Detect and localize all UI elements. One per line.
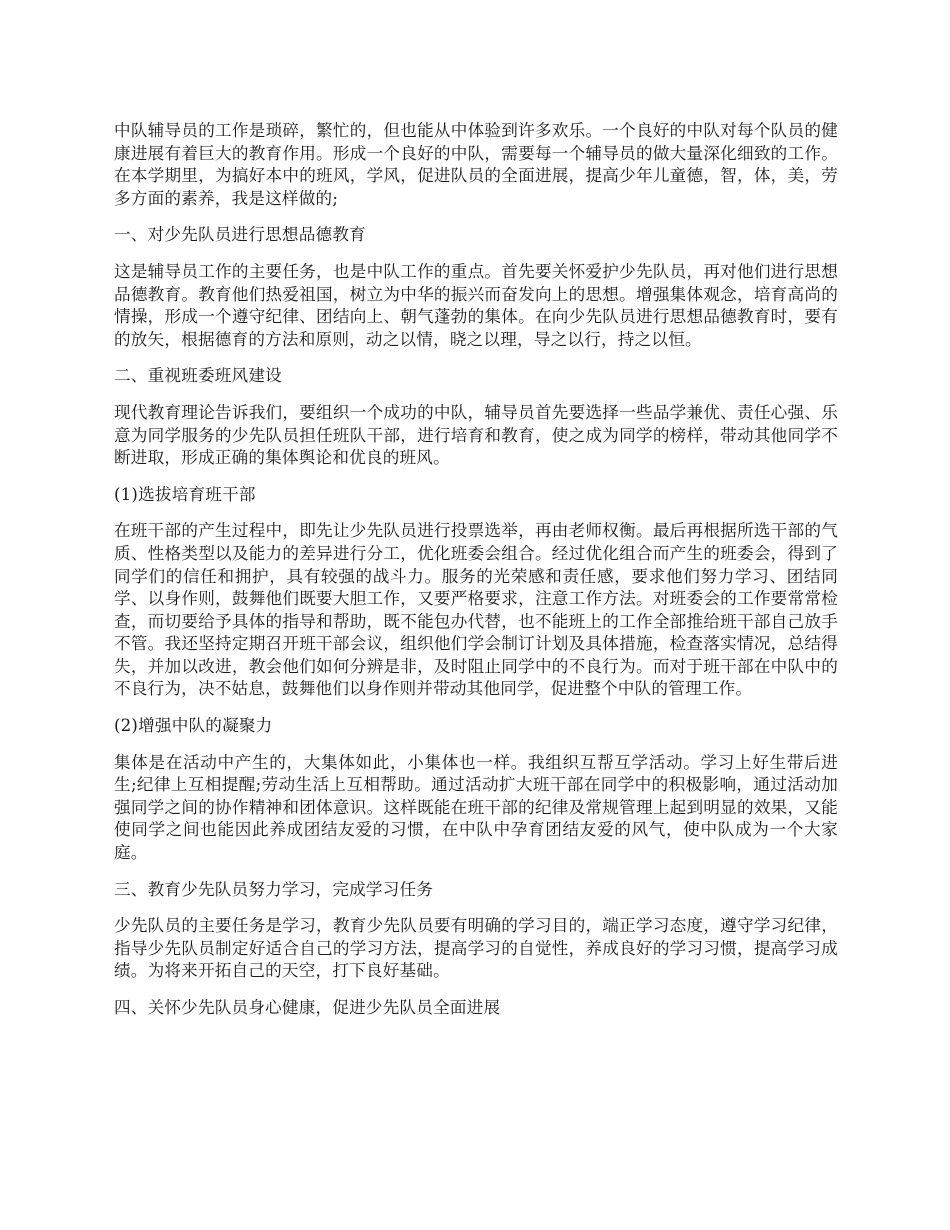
section-heading-3: 三、教育少先队员努力学习，完成学习任务 (114, 879, 434, 899)
subsection-1-paragraph: 在班干部的产生过程中，即先让少先队员进行投票选举，再由老师权衡。最后再根据所选干部的气质、性格类型以及能力的差异进行分工，优化班委会组合。经过优化组合而产生的班委会，得到了同学们的信任和拥护，具有较强的战斗力。服务的光荣感和责任感，要求他们努力学习、团结同学、以身作则，鼓舞他们既要大胆工作，又要严格要求，注意工作方法。对班委会的工作要常常检查，而切要给予具体的指导和帮助，既不能包办代替，也不能班上的工作全部推给班干部自己放手不管。我还坚持定期召开班干部会议，组织他们学会制订计划及具体措施，检查落实情况，总结得失，并加以改进，教会他们如何分辨是非，及时阻止同学中的不良行为。而对于班干部在中队中的不良行为，决不姑息，鼓舞他们以身作则并带动其他同学，促进整个中队的管理工作。 (114, 521, 838, 699)
intro-paragraph: 中队辅导员的工作是琐碎，繁忙的，但也能从中体验到许多欢乐。一个良好的中队对每个队员的健康进展有着巨大的教育作用。形成一个良好的中队，需要每一个辅导员的做大量深化细致的工作。在本学期里，为搞好本中的班风，学风，促进队员的全面进展，提高少年儿童德，智，体，美，劳多方面的素养，我是这样做的; (114, 121, 838, 208)
subsection-heading-1: (1)选拔培育班干部 (114, 484, 256, 504)
section-2-paragraph: 现代教育理论告诉我们，要组织一个成功的中队，辅导员首先要选择一些品学兼优、责任心强、乐意为同学服务的少先队员担任班队干部，进行培育和教育，使之成为同学的榜样，带动其他同学不断进取，形成正确的集体舆论和优良的班风。 (114, 402, 838, 468)
subsection-2-paragraph: 集体是在活动中产生的，大集体如此，小集体也一样。我组织互帮互学活动。学习上好生带后进生;纪律上互相提醒;劳动生活上互相帮助。通过活动扩大班干部在同学中的积极影响，通过活动加强同学之间的协作精神和团体意识。这样既能在班干部的纪律及常规管理上起到明显的效果，又能使同学之间也能因此养成团结友爱的习惯，在中队中孕育团结友爱的风气，使中队成为一个大家庭。 (114, 752, 838, 863)
section-heading-4: 四、关怀少先队员身心健康，促进少先队员全面进展 (114, 998, 501, 1017)
subsection-heading-2: (2)增强中队的凝聚力 (114, 716, 273, 736)
section-1-paragraph: 这是辅导员工作的主要任务，也是中队工作的重点。首先要关怀爱护少先队员，再对他们进行思想品德教育。教育他们热爱祖国，树立为中华的振兴而奋发向上的思想。增强集体观念，培育高尚的情操，形成一个遵守纪律、团结向上、朝气蓬勃的集体。在向少先队员进行思想品德教育时，要有的放矢，根据德育的方法和原则，动之以情，晓之以理，导之以行，持之以恒。 (114, 261, 838, 349)
section-3-paragraph: 少先队员的主要任务是学习，教育少先队员要有明确的学习目的，端正学习态度，遵守学习纪律，指导少先队员制定好适合自己的学习方法，提高学习的自觉性，养成良好的学习习惯，提高学习成绩。为将来开拓自己的天空，打下良好基础。 (114, 916, 838, 981)
section-heading-1: 一、对少先队员进行思想品德教育 (114, 225, 366, 245)
section-heading-2: 二、重视班委班风建设 (114, 366, 282, 386)
